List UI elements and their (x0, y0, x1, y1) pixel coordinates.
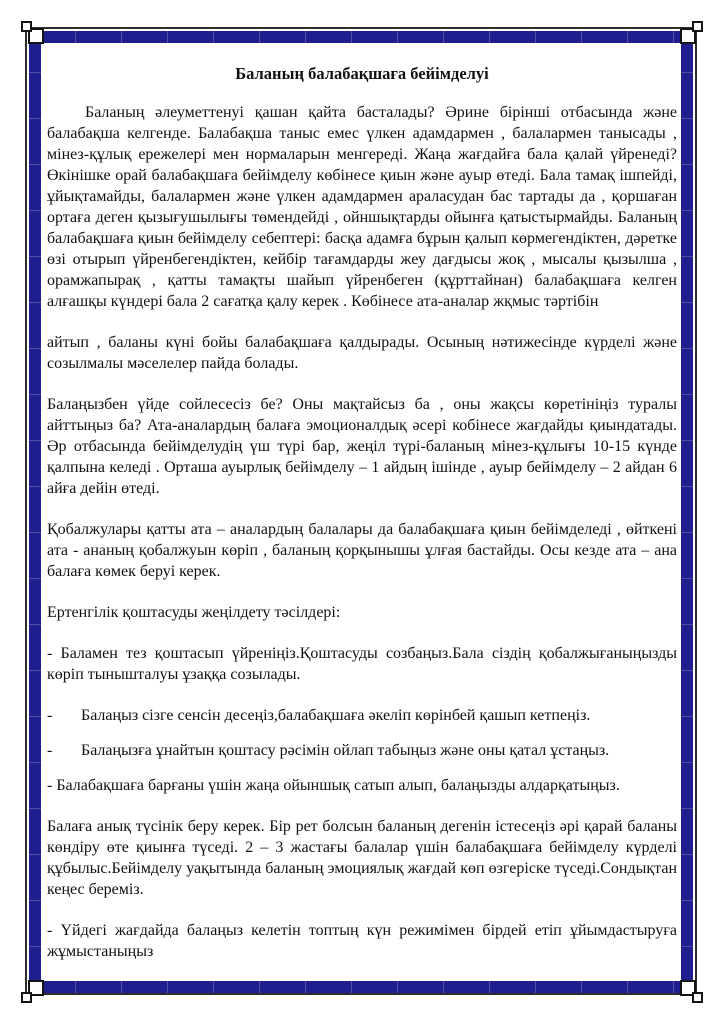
paragraph-tip-home-regime: - Үйдегі жағдайда балаңыз келетін топтың күн режимімен бірдей етіп ұйымдастыруға жұмыстаныңыз (47, 922, 677, 960)
paragraph-farewell-heading: Ертенгілік қоштасуды жеңілдету тәсілдері: (47, 604, 341, 621)
paragraph-tip-no-sneaking-away (47, 705, 677, 726)
paragraph-intro: Баланың әлеуметтенуі қашан қайта басталады? Әрине бірінші отбасында және балабақша келгенде. Балабақша таныс емес үлкен адамдармен , балалармен танысады , мінез-құлық ережелері мен нормаларын менгереді. Жаңа жағдайға бала қалай үйренеді? Өкінішке орай балабақшаға бейімделу көбінесе қиын және ауыр өтеді. Бала тамақ ішпейді, ұйықтамайды, балалармен және үлкен адамдармен араласудан бас тартады да , қоршаған ортаға деген қызығушылығы төмендейді , ойншықтарды ойынға қатыстырмайды. Баланың балабақшаға қиын бейімделу себептері: басқа адамға бұрын қалып көрмегендіктен, дәретке өзі отырып үйренбегендіктен, кейбір тағамдарды жеу дағдысы жоқ , мысалы қызылша , орамжапырақ , қатты тамақты шайып үйренбеген (құрттайнан) балабақшаға келген алғашқы күндері бала 2 сағатқа қалу керек . Көбінесе ата-аналар жқмыс тәртібін (47, 104, 677, 310)
bullet-text: Балаңызға ұнайтын қоштасу рәсімін ойлап табыңыз және оны қатал ұстаңыз. (81, 742, 610, 759)
page-border-band-bottom (29, 981, 693, 993)
page-border-band-right (681, 31, 693, 993)
corner-ornament-square-icon (21, 21, 32, 32)
corner-ornament-square-icon (21, 992, 32, 1003)
paragraph-tip-quick-farewell: - Баламен тез қоштасып үйреніңіз.Қоштасуды созбаңыз.Бала сіздің қобалжығаныңызды көріп тынышталуы ұзаққа созылады. (47, 645, 677, 683)
paragraph-talk-at-home: Балаңызбен үйде сойлесесіз бе? Оны мақтайсыз ба , оны жақсы көретініңіз туралы айттыңыз ба? Ата-аналардың балаға эмоционалдық әсері кобінесе жағдайды қиындатады. Әр отбасында бейімделудің үш түрі бар, жеңіл түрі-баланың мінез-құлығы 10-15 күнде қалпына келеді . Орташа ауырлық бейімделу – 1 айдың ішінде , ауыр бейімделу – 2 айдан 6 айға дейін өтеді. (47, 396, 677, 497)
document-title: Баланың балабақшаға бейімделуі (235, 64, 489, 83)
bullet-text: Балаңыз сізге сенсін десеңіз,балабақшаға әкеліп көрінбей қашып кетпеңіз. (81, 707, 591, 724)
page-border-band-left (29, 31, 41, 993)
corner-ornament-square-icon (692, 21, 703, 32)
paragraph-anxious-parents: Қобалжулары қатты ата – аналардың балалары да балабақшаға қиын бейімделеді , өйткені ата - ананың қобалжуын көріп , баланың қорқынышы ұлғая бастайды. Осы кезде ата – ана балаға көмек беруі керек. (47, 521, 677, 580)
bullet-dash-marker: - (47, 707, 53, 724)
paragraph-clear-explanation: Балаға анық түсінік беру керек. Бір рет болсын баланың дегенін істесеңіз әрі қарай баланы көндіру өте қиынға түседі. 2 – 3 жастағы балалар үшін балабақшаға бейімделу күрделі құбылыс.Бейімделу уақытында баланың эмоциялық жағдай көп өзгеріске түседі.Сондықтан кеңес береміз. (47, 818, 677, 898)
paragraph-tip-new-toy: - Балабақшаға барғаны үшін жаңа ойыншық сатып алып, балаңызды алдарқатыңыз. (47, 777, 620, 794)
paragraph-intro-continuation: айтып , баланы күні бойы балабақшаға қалдырады. Осының нәтижесінде күрделі және созылмалы мәселелер пайда болады. (47, 334, 677, 372)
page-border-band-top (29, 31, 693, 43)
paragraph-tip-farewell-ritual (47, 740, 677, 761)
corner-ornament-square-icon (692, 992, 703, 1003)
bullet-dash-marker: - (47, 742, 53, 759)
document-content (47, 64, 677, 982)
